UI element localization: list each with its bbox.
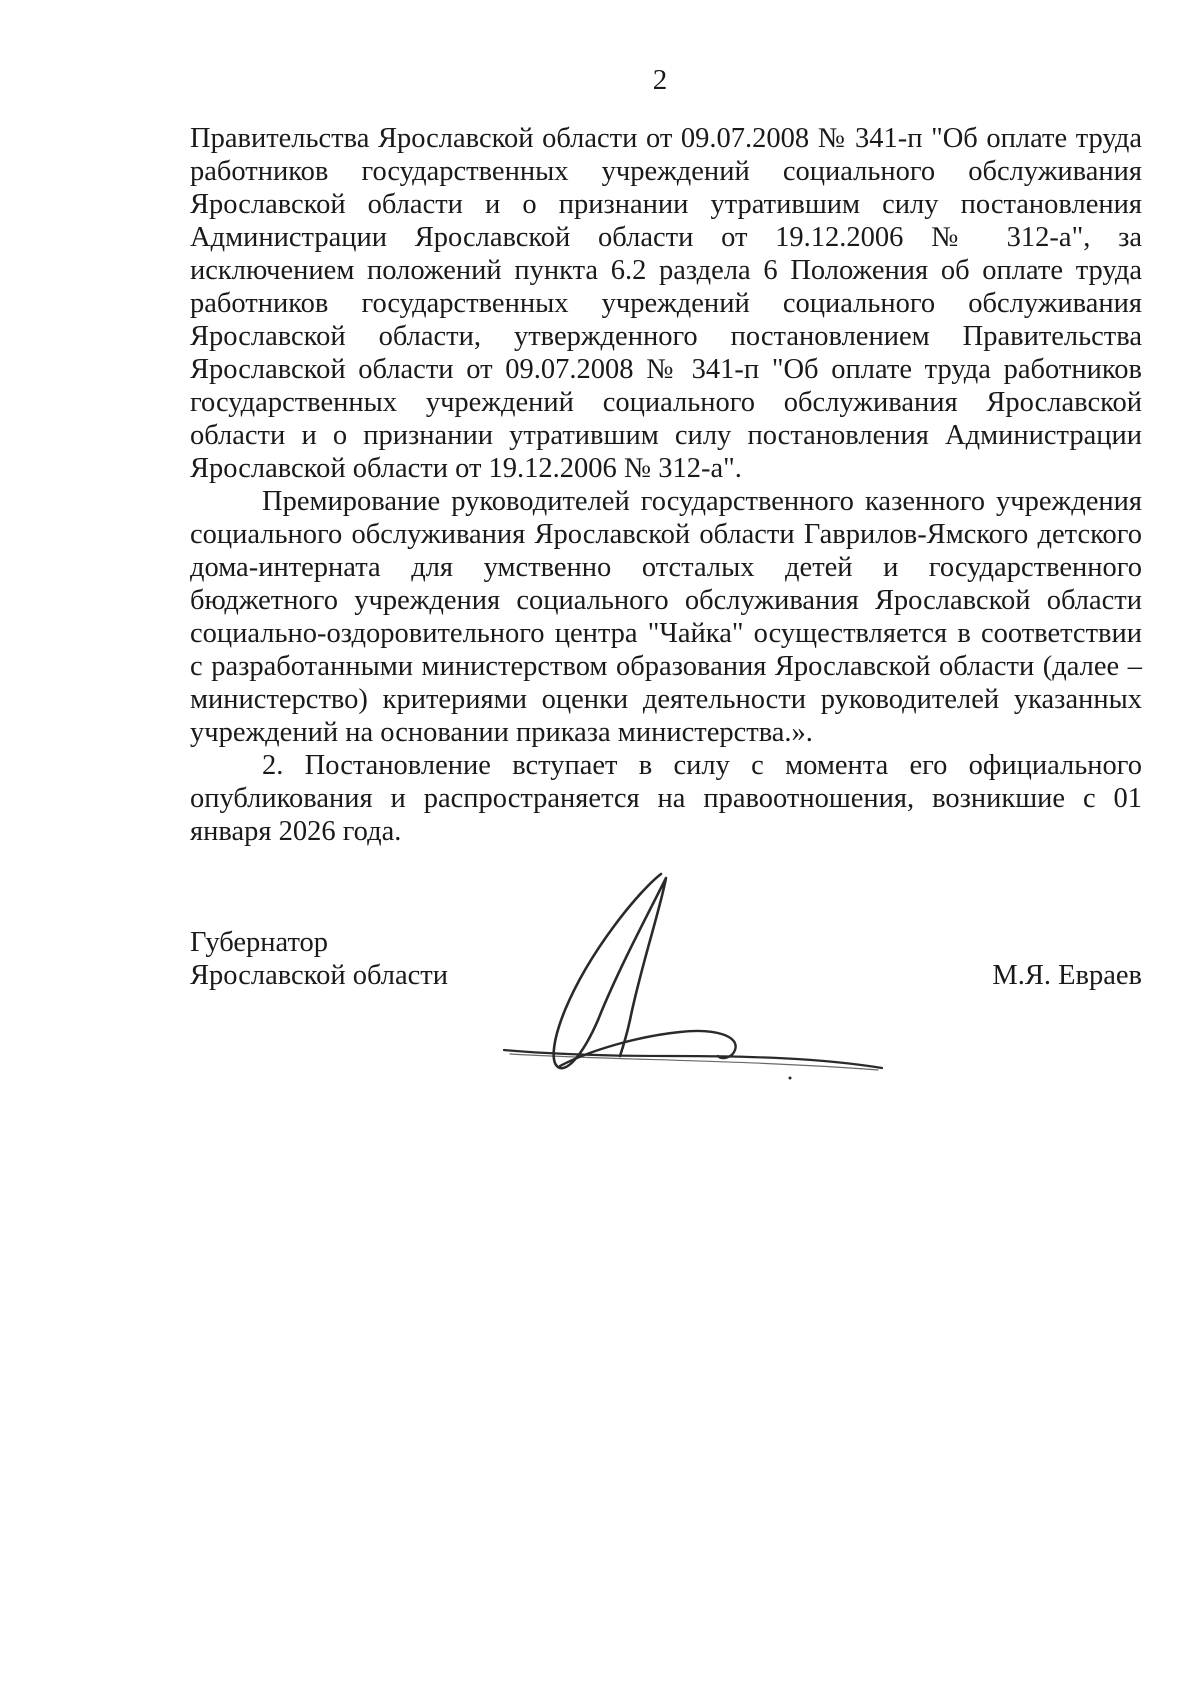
page-number: 2 (652, 64, 668, 96)
paragraph-2: Премирование руководителей государственного казенного учреждения социального обслуживания Ярославской области Гаврилов-Ямского детского дома-интерната для умственно отсталых детей и государственного бюджетного учреждения социального обслуживания Ярославской области социально-оздоровительного центра "Чайка" осуществляется в соответствии с разработанными министерством образования Ярославской области (далее – министерство) критериями оценки деятельности руководителей указанных учреждений на основании приказа министерства.». (190, 486, 1142, 748)
paragraph-1: Правительства Ярославской области от 09.07.2008 № 341-п "Об оплате труда работников государственных учреждений социального обслуживания Ярославской области и о признании утратившим силу постановления Администрации Ярославской области от 19.12.2006 № 312-а", за исключением положений пункта 6.2 раздела 6 Положения об оплате труда работников государственных учреждений социального обслуживания Ярославской области, утвержденного постановлением Правительства Ярославской области от 09.07.2008 № 341-п "Об оплате труда работников государственных учреждений социального обслуживания Ярославской области и о признании утратившим силу постановления Администрации Ярославской области от 19.12.2006 № 312-а". (190, 123, 1142, 484)
signer-name: М.Я. Евраев (992, 960, 1142, 991)
document-body (190, 122, 1142, 848)
signer-title-line-1: Губернатор (190, 927, 329, 958)
signer-title-line-2: Ярославской области (190, 960, 448, 991)
handwritten-signature (490, 870, 920, 1090)
paragraph-3: 2. Постановление вступает в силу с момента его официального опубликования и распространяется на правоотношения, возникшие с 01 января 2026 года. (190, 750, 1142, 847)
signer-title (190, 926, 448, 992)
